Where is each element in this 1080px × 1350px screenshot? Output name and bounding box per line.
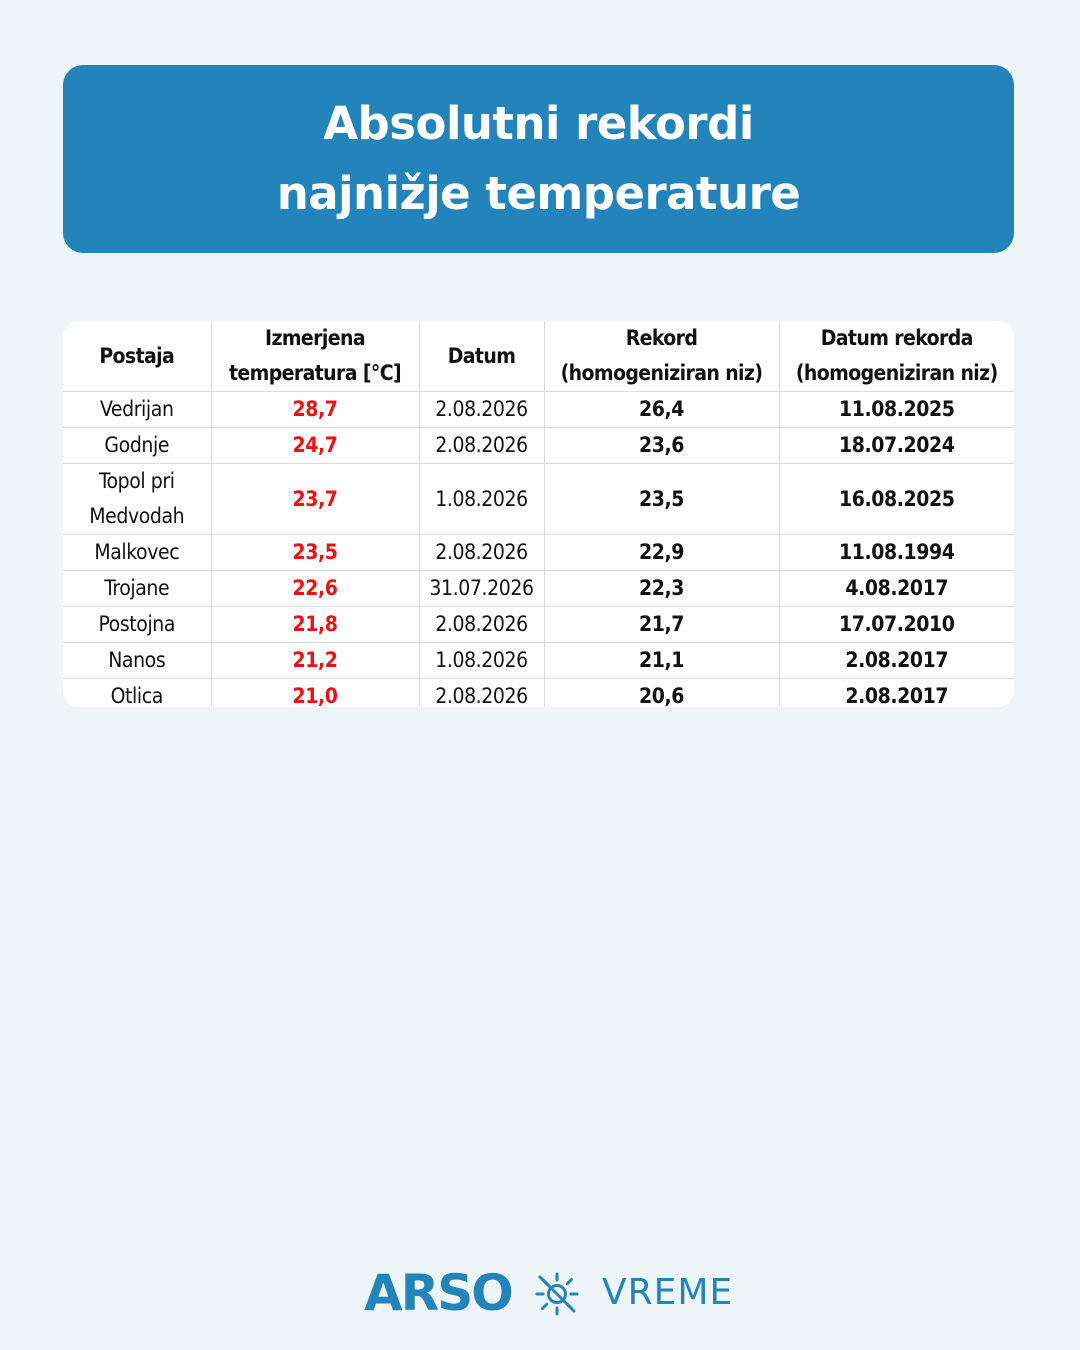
record-date-cell: 2.08.2017 [779,643,1014,679]
measured-temperature-cell: 28,7 [211,392,419,428]
station-name: Vedrijan [99,397,174,421]
header-datum-rekorda [779,321,1014,392]
date-cell: 1.08.2026 [419,464,544,535]
date-cell: 31.07.2026 [419,571,544,607]
station-cell [63,392,211,428]
station-cell [63,428,211,464]
date-cell: 2.08.2026 [419,428,544,464]
header-line: Izmerjena [265,326,365,350]
table-row [63,607,1014,643]
station-name: Godnje [104,433,170,457]
header-izmerjena-temperatura [211,321,419,392]
record-cell: 21,1 [544,643,779,679]
date-cell: 2.08.2026 [419,535,544,571]
station-name: Postojna [98,612,176,636]
table-row [63,392,1014,428]
weather-sun-icon [533,1270,581,1318]
station-cell [63,464,211,535]
title-line-2: najnižje temperature [276,167,801,220]
measured-temperature-cell: 21,8 [211,607,419,643]
date-cell: 2.08.2026 [419,607,544,643]
record-date-cell: 11.08.2025 [779,392,1014,428]
station-cell [63,607,211,643]
records-table [63,321,1014,707]
record-date-cell: 16.08.2025 [779,464,1014,535]
record-cell: 21,7 [544,607,779,643]
header-line: Datum [447,343,516,368]
header-rekord [544,321,779,392]
record-date-cell: 2.08.2017 [779,679,1014,708]
table-header-row [63,321,1014,392]
station-name: Trojane [104,576,170,600]
header-postaja [63,321,211,392]
footer-branding [0,1262,1080,1324]
record-cell: 26,4 [544,392,779,428]
measured-temperature-cell: 21,2 [211,643,419,679]
date-cell: 1.08.2026 [419,643,544,679]
record-date-cell: 18.07.2024 [779,428,1014,464]
vreme-label: VREME [602,1272,734,1313]
table-row [63,428,1014,464]
header-line: temperatura [°C] [228,361,402,385]
station-name-line: Medvodah [89,504,185,528]
measured-temperature-cell: 21,0 [211,679,419,708]
station-cell [63,643,211,679]
header-datum [419,321,544,392]
header-line: Rekord [625,326,698,350]
measured-temperature-cell: 23,5 [211,535,419,571]
record-cell: 22,3 [544,571,779,607]
header-line: Datum rekorda [820,326,973,350]
station-name: Otlica [110,684,163,707]
record-date-cell: 17.07.2010 [779,607,1014,643]
arso-logo: ARSO [364,1264,512,1322]
record-cell: 23,6 [544,428,779,464]
table-row [63,643,1014,679]
station-name: Nanos [108,648,166,672]
record-cell: 23,5 [544,464,779,535]
header-line: (homogeniziran niz) [560,361,763,385]
date-cell: 2.08.2026 [419,679,544,708]
record-cell: 20,6 [544,679,779,708]
record-cell: 22,9 [544,535,779,571]
station-name-line: Topol pri [98,469,175,493]
measured-temperature-cell: 24,7 [211,428,419,464]
date-cell: 2.08.2026 [419,392,544,428]
table-row [63,679,1014,708]
table-row [63,571,1014,607]
station-name: Malkovec [94,540,180,564]
header-line: (homogeniziran niz) [795,361,998,385]
station-cell [63,535,211,571]
title-line-1: Absolutni rekordi [323,97,754,150]
measured-temperature-cell: 22,6 [211,571,419,607]
record-date-cell: 11.08.1994 [779,535,1014,571]
measured-temperature-cell: 23,7 [211,464,419,535]
table-row [63,464,1014,535]
station-cell [63,571,211,607]
record-date-cell: 4.08.2017 [779,571,1014,607]
table-row [63,535,1014,571]
station-cell [63,679,211,708]
title-banner [63,65,1014,253]
records-table-card [63,321,1014,707]
header-postaja-line: Postaja [99,343,175,368]
